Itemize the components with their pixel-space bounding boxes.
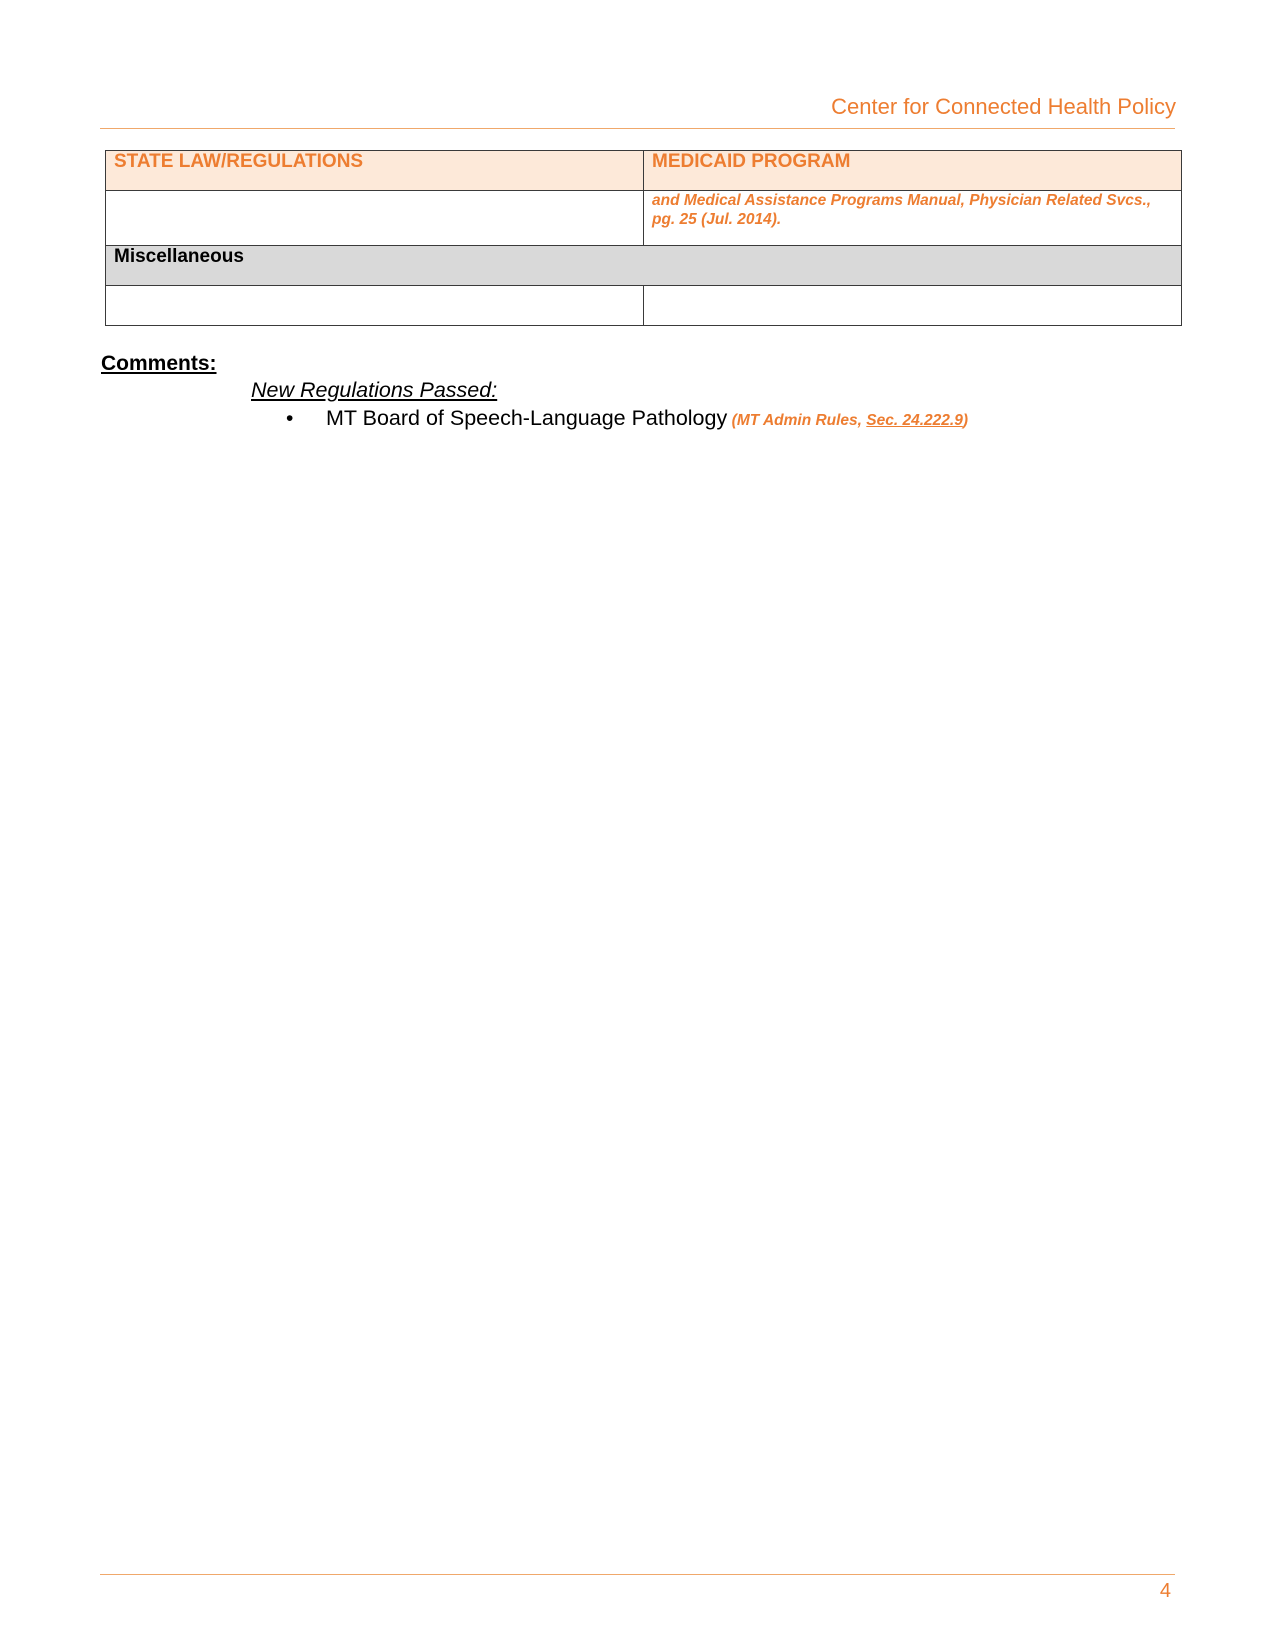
citation-link[interactable]: Sec. 24.222.9 <box>866 412 963 429</box>
table-row <box>106 286 1182 326</box>
bullet-icon: • <box>286 407 294 430</box>
header-rule <box>100 128 1175 129</box>
citation-prefix: (MT Admin Rules, <box>731 412 867 429</box>
running-header-title: Center for Connected Health Policy <box>831 94 1176 119</box>
regulation-citation <box>732 412 968 429</box>
citation-suffix: ) <box>962 412 968 429</box>
footer-rule <box>100 1574 1175 1575</box>
section-header-row <box>106 246 1182 286</box>
regulation-name: MT Board of Speech-Language Pathology <box>326 406 728 430</box>
new-regulations-subheading: New Regulations Passed: <box>251 378 498 402</box>
page-number: 4 <box>1159 1580 1171 1602</box>
state-law-cell <box>106 286 644 326</box>
section-label-miscellaneous: Miscellaneous <box>106 246 1182 286</box>
table-row <box>106 191 1182 246</box>
comments-heading: Comments: <box>101 352 217 375</box>
policy-table <box>105 150 1182 326</box>
state-law-cell <box>106 191 644 246</box>
medicaid-program-cell <box>644 286 1182 326</box>
medicaid-citation-cell: and Medical Assistance Programs Manual, Physician Related Svcs., pg. 25 (Jul. 2014). <box>644 191 1182 246</box>
list-item <box>286 406 968 431</box>
table-header-row <box>106 151 1182 191</box>
column-header-medicaid-program: MEDICAID PROGRAM <box>644 151 1182 191</box>
column-header-state-law: STATE LAW/REGULATIONS <box>106 151 644 191</box>
